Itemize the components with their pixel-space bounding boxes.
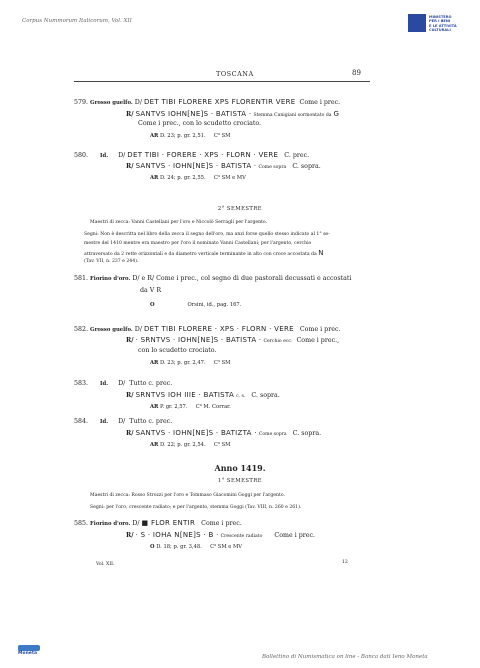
entry-579-reverse-2: Come i prec., con lo scudetto crociato. bbox=[138, 120, 262, 127]
signature-number: 12 bbox=[342, 560, 348, 565]
ministry-emblem-icon bbox=[408, 14, 426, 32]
header-rule bbox=[74, 81, 370, 82]
moneta-logo: Moneta bbox=[18, 645, 40, 659]
entry-582-reverse: R/ · SRNTVS · IOHN[NE]S · BATISTA · Cerchio ecc. Come i prec., bbox=[126, 336, 340, 344]
year-mint: Maestri di zecca: Rosso Strozzi per l'oro e Tommaso Giacomini Goggi per l'argento. bbox=[90, 493, 285, 498]
page-number: 89 bbox=[352, 69, 361, 77]
entry-583-obverse: 583. Id. D/ Tutto c. prec. bbox=[74, 380, 173, 387]
volume-label: Vol. XII. bbox=[96, 562, 115, 567]
semester-2-title: 2° SEMESTRE bbox=[217, 206, 263, 212]
entry-580-meta: AR D. 24; p. gr. 2,55. C³ SM e MV bbox=[150, 175, 246, 181]
semester-2-note-4: (Tav. VII, n. 237 e 244). bbox=[84, 259, 139, 264]
semester-2-mint: Maestri di zecca: Vanni Castellani per l'oro e Niccolò Serragli per l'argento. bbox=[90, 220, 268, 225]
entry-579-meta: AR D. 23; p. gr. 2,51. C³ SM bbox=[150, 133, 231, 139]
entry-584-obverse: 584. Id. D/ Tutto c. prec. bbox=[74, 418, 173, 425]
entry-581-meta: O Orsini, id., pag. 167. bbox=[150, 302, 242, 308]
year-signs: Segni: per l'oro, crescente radiato; e per l'argento, stemma Goggi (Tav. VIII, n. 260 e 261). bbox=[90, 505, 302, 510]
year-heading: Anno 1419. bbox=[214, 463, 266, 473]
entry-579-reverse: R/ SANTVS IOHN[NE]S · BATISTA · Stemma Canigiani sormontato da G bbox=[126, 110, 340, 118]
entry-582-meta: AR D. 23; p. gr. 2,47. C³ SM bbox=[150, 360, 231, 366]
entry-582-reverse-2: con lo scudetto crociato. bbox=[138, 347, 217, 354]
ministry-logo bbox=[408, 14, 470, 42]
entry-582-obverse: 582. Grosso guelfo. D/ DET TIBI FLORERE · XPS · FLORN · VERE Come i prec. bbox=[74, 325, 341, 333]
entry-581-line-1: 581. Fiorino d'oro. D/ e R/ Come i prec., col segno di due pastorali decussati e accostati bbox=[74, 275, 352, 282]
entry-580-reverse: R/ SANTVS · IOHN[NE]S · BATISTA · Come sopra C. sopra. bbox=[126, 162, 321, 170]
entry-581-line-2: da V R bbox=[140, 287, 162, 294]
footer-credit: Bollettino di Numismatica on line - Banca dati Ieno Moneta bbox=[262, 654, 428, 660]
semester-2-note-3: attraversato da 2 rette orizzontali e da diametro verticale terminante in alto con croce accostata da N bbox=[84, 249, 324, 257]
semester-2-note-2: mestre del 1410 mentre era maestro per l'oro il nominato Vanni Castellani; per l'argento, cerchio bbox=[84, 241, 312, 246]
entry-585-obverse: 585. Fiorino d'oro. D/ ■ FLOR ENTIR Come i prec. bbox=[74, 519, 242, 527]
entry-579-obverse: 579. Grosso guelfo. D/ DET TIBI FLORERE XPS FLORENTIR VERE Come i prec. bbox=[74, 98, 341, 106]
section-title: TOSCANA bbox=[216, 70, 254, 78]
entry-584-reverse: R/ SANTVS · IOHN[NE]S · BATIZTA · Come sopra C. sopra. bbox=[126, 429, 322, 437]
series-title: Corpus Nummorum Italicorum, Vol. XII bbox=[22, 18, 132, 24]
entry-585-meta: O D. 18; p. gr. 3,48. C³ SM e MV bbox=[150, 544, 243, 550]
entry-584-meta: AR D. 22; p. gr. 2,54. C³ SM bbox=[150, 442, 231, 448]
ministry-name: MINISTERO PER I BENI E LE ATTIVITÀ CULTURALI bbox=[429, 15, 457, 33]
semester-2-note-1: Segni: Non è descritta nel libro della zecca il segno dell'oro, ma anzi forse quello stesso indicato al 1° se- bbox=[84, 232, 330, 237]
entry-583-meta: AR P. gr. 2,57. C³ M. Corrar. bbox=[150, 404, 231, 410]
semester-1-title: 1° SEMESTRE bbox=[217, 478, 263, 484]
entry-580-obverse: 580. Id. D/ DET TIBI · FORERE · XPS · FLORN · VERE C. prec. bbox=[74, 151, 310, 159]
entry-583-reverse: R/ SRNTVS IOH IIIE · BATISTA c. s. C. sopra. bbox=[126, 391, 280, 399]
entry-585-reverse: R/ · S · IOHA N[NE]S · B · Crescente radiato Come i prec. bbox=[126, 531, 316, 539]
